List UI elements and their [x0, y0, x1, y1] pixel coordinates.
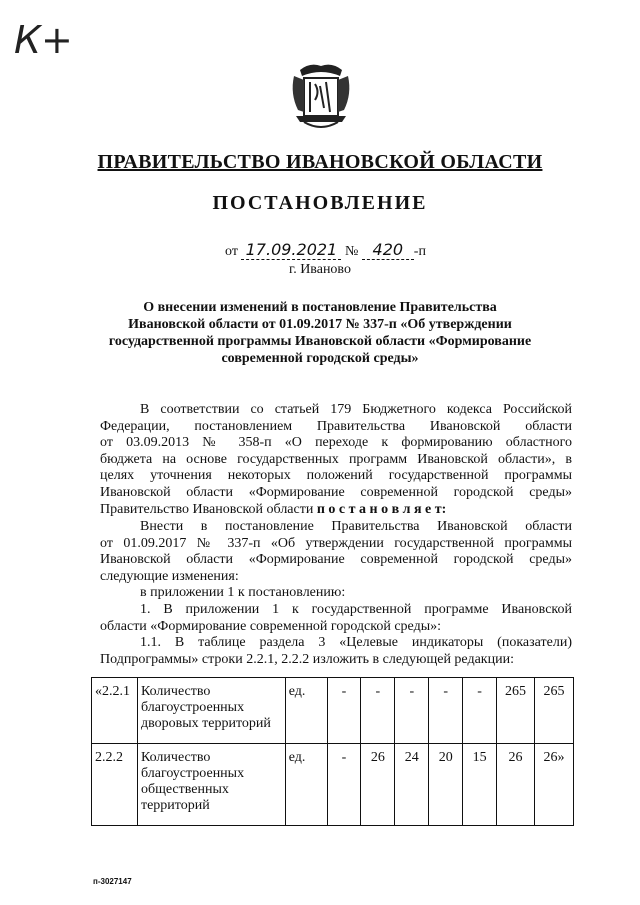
body-line: В соответствии со статьей 179 Бюджетного кодекса Российской — [140, 402, 572, 417]
value-cell: 15 — [463, 744, 497, 826]
decree-verb: п о с т а н о в л я е т: — [316, 501, 447, 517]
table-row — [92, 678, 574, 744]
coat-of-arms-icon — [290, 62, 352, 132]
body-line: 1. В приложении 1 к государственной программе Ивановской — [140, 601, 572, 617]
body-line: Ивановской области «Формирование современной городской среды» — [100, 484, 572, 500]
unit: ед. — [285, 744, 327, 826]
value-cell: - — [327, 678, 361, 744]
subject-line: современной городской среды» — [221, 351, 419, 366]
indicators-table — [91, 677, 574, 826]
resolution-paragraph — [100, 519, 572, 668]
value-cell: - — [361, 678, 395, 744]
value-cell: 20 — [429, 744, 463, 826]
footer-code: п-3027147 — [93, 877, 132, 886]
subject — [0, 299, 640, 367]
body-line: от 03.09.2013 № 358-п «О переходе к формированию областного — [100, 435, 572, 451]
value-cell: 26» — [534, 744, 573, 826]
subject-line: Ивановской области от 01.09.2017 № 337-п «Об утверждении — [128, 317, 512, 332]
number-sign: № — [344, 244, 359, 259]
body-line: 1.1. В таблице раздела 3 «Целевые индикаторы (показатели) — [140, 635, 572, 651]
body-line: Подпрограммы» строки 2.2.1, 2.2.2 изложить в следующей редакции: — [100, 651, 514, 667]
value-cell: - — [463, 678, 497, 744]
date-line — [225, 240, 426, 260]
number-suffix: -п — [413, 244, 426, 259]
city: г. Иваново — [289, 262, 351, 277]
handwritten-mark: К+ — [14, 18, 73, 62]
body-line: следующие изменения: — [100, 568, 239, 584]
body-line: Ивановской области «Формирование современной городской среды» — [100, 552, 572, 568]
row-number: «2.2.1 — [92, 678, 138, 744]
value-cell: - — [429, 678, 463, 744]
body-line: Внести в постановление Правительства Ивановской области — [140, 519, 572, 534]
body-line: в приложении 1 к постановлению: — [140, 585, 346, 601]
body-line: области «Формирование современной городской среды»: — [100, 618, 441, 634]
preamble-paragraph — [100, 402, 572, 518]
value-cell: - — [327, 744, 361, 826]
subject-line: государственной программы Ивановской области «Формирование — [108, 334, 532, 349]
signed-number: 420 — [362, 240, 414, 260]
body-line: бюджета на основе государственных программ Ивановской области», в — [100, 451, 572, 467]
indicator-name: Количество благоустроенных общественных территорий — [137, 744, 285, 826]
org-title: ПРАВИТЕЛЬСТВО ИВАНОВСКОЙ ОБЛАСТИ — [97, 151, 543, 173]
body-text: Правительство Ивановской области — [100, 501, 314, 517]
value-cell: - — [395, 678, 429, 744]
value-cell: 24 — [395, 744, 429, 826]
body-line-last — [100, 502, 572, 519]
subject-line: О внесении изменений в постановление Правительства — [143, 300, 497, 315]
value-cell: 26 — [497, 744, 535, 826]
value-cell: 265 — [497, 678, 535, 744]
date-prefix: от — [225, 244, 238, 259]
value-cell: 265 — [534, 678, 573, 744]
signed-date: 17.09.2021 — [241, 240, 341, 260]
value-cell: 26 — [361, 744, 395, 826]
indicator-name: Количество благоустроенных дворовых территорий — [137, 678, 285, 744]
unit: ед. — [285, 678, 327, 744]
body-line: от 01.09.2017 № 337-п «Об утверждении государственной программы — [100, 535, 572, 551]
body-line: Федерации, постановлением Правительства Ивановской области — [100, 418, 572, 434]
table-row — [92, 744, 574, 826]
row-number: 2.2.2 — [92, 744, 138, 826]
doc-type: ПОСТАНОВЛЕНИЕ — [212, 192, 428, 214]
body-line: целях уточнения некоторых положений государственной программы — [100, 468, 572, 484]
